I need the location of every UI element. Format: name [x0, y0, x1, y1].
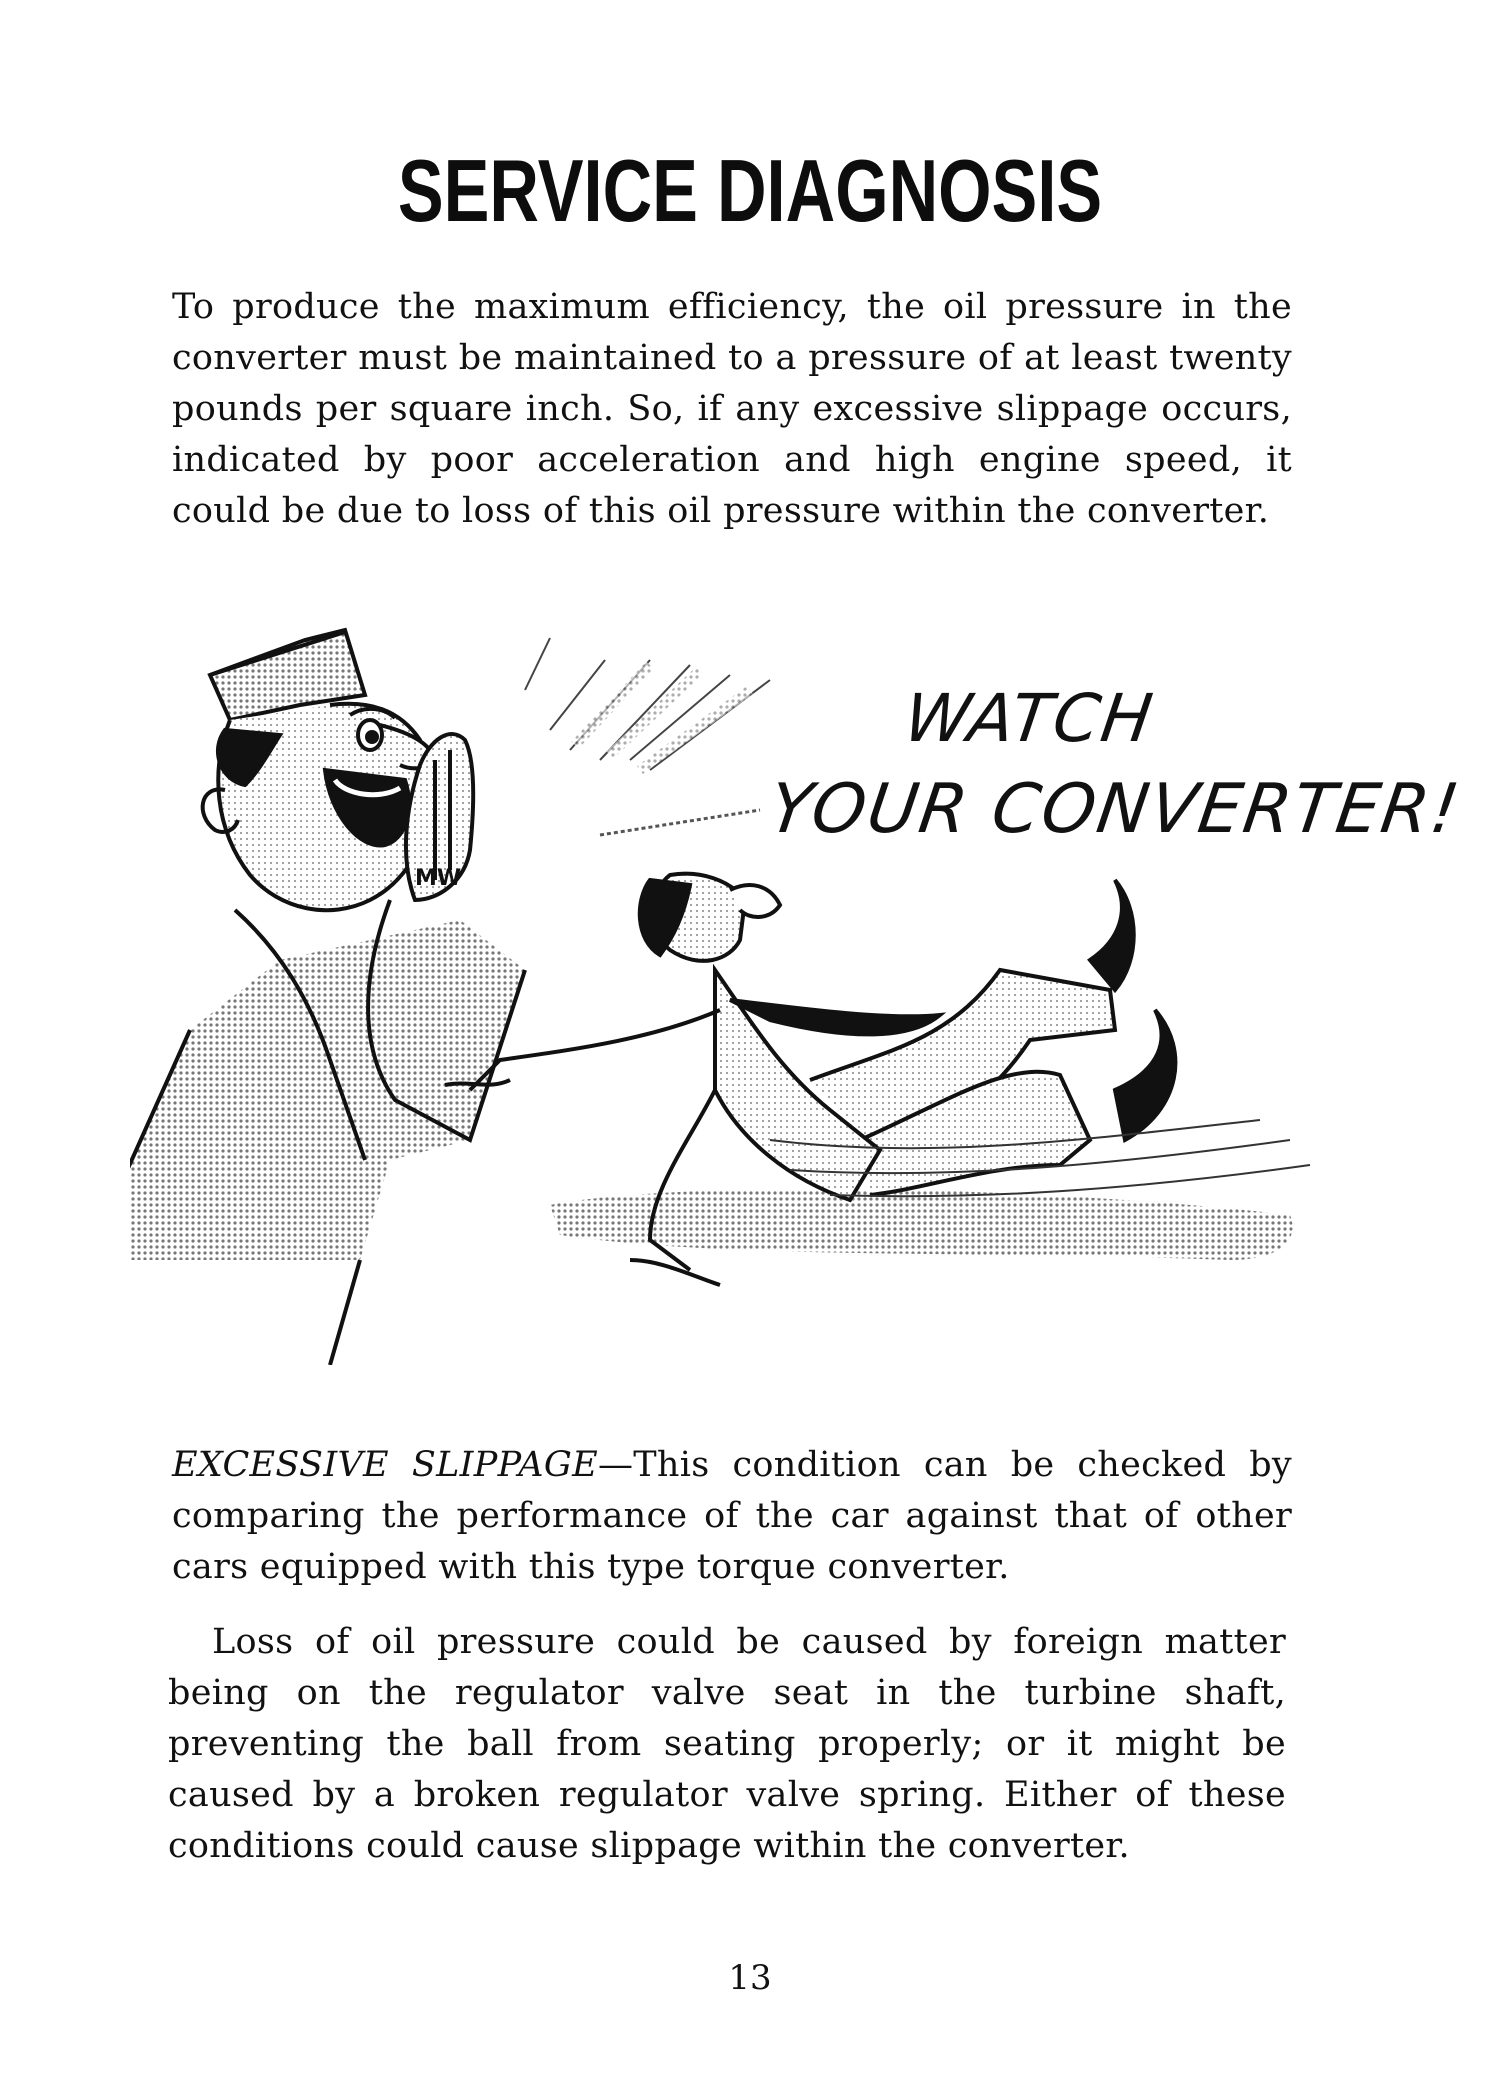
caption-your-converter: YOUR CONVERTER!: [764, 770, 1466, 849]
cap-letters: MW: [415, 866, 462, 891]
page-number: 13: [728, 1958, 772, 1998]
heading-dash: —: [597, 1445, 634, 1485]
caption-watch: WATCH: [899, 680, 1159, 757]
page-title: SERVICE DIAGNOSIS: [397, 141, 1103, 240]
intro-paragraph: To produce the maximum efficiency, the oil pressure in the converter must be maintained to a pressure of at least twenty pounds per square inch. So, if any excessive slippage occurs, indicated by poor acceleration and high engine speed, it could be due to loss of this oil pressure within the converter.: [172, 287, 1292, 531]
excessive-slippage-heading: EXCESSIVE SLIPPAGE: [172, 1445, 598, 1485]
excessive-slippage-text: This condition can be checked by comparing the performance of the car against that of other cars equipped with this type torque converter.: [172, 1445, 1292, 1587]
cartoon-illustration: [130, 620, 1375, 1365]
slipping-man-figure: [445, 874, 1310, 1285]
excessive-slippage-paragraph: [172, 1440, 1292, 1593]
mechanic-figure: [130, 630, 525, 1365]
cause-paragraph: Loss of oil pressure could be caused by foreign matter being on the regulator valve seat in the turbine shaft, preventing the ball from seating properly; or it might be caused by a broken regulator valve spring. Either of these conditions could cause slippage within the converter.: [168, 1622, 1286, 1866]
